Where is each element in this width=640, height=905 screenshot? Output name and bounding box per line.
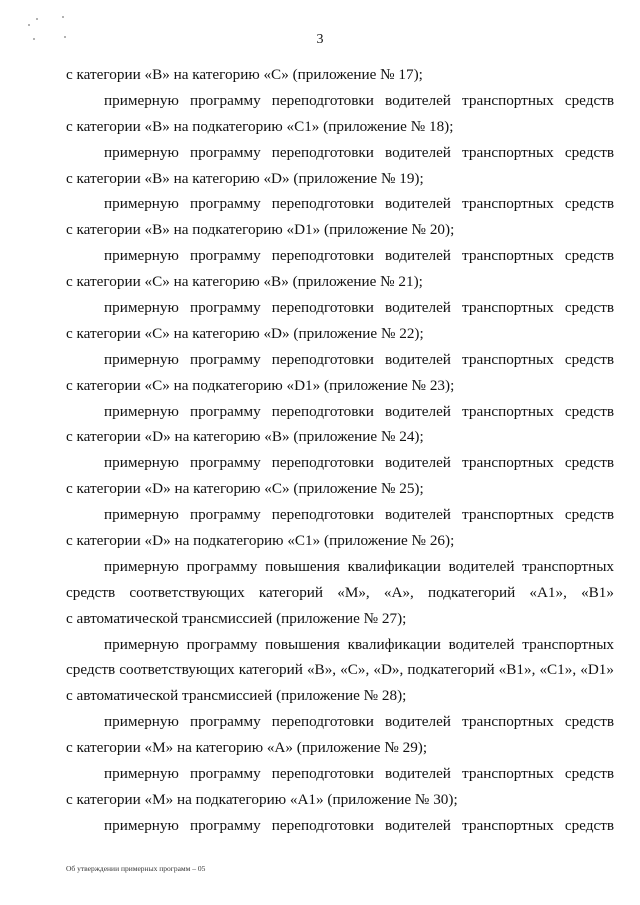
paragraph-first-line: примерную программу переподготовки водителей транспортных средств [104, 143, 614, 161]
text-line: с автоматической трансмиссией (приложение № 28); [66, 687, 407, 705]
paragraph-first-line: примерную программу переподготовки водителей транспортных средств [104, 713, 614, 731]
text-line: с категории «M» на категорию «A» (приложение № 29); [66, 739, 428, 757]
paragraph-first-line: примерную программу переподготовки водителей транспортных средств [104, 91, 614, 109]
page-number: 3 [316, 32, 324, 47]
text-line: с категории «C» на категорию «B» (приложение № 21); [66, 273, 423, 291]
paragraph-first-line: примерную программу переподготовки водителей транспортных средств [104, 350, 614, 368]
text-line: с категории «C» на подкатегорию «D1» (приложение № 23); [66, 376, 455, 394]
paragraph-first-line: примерную программу повышения квалификации водителей транспортных [104, 635, 614, 653]
text-line: с категории «B» на категорию «C» (приложение № 17); [66, 66, 423, 83]
text-line: с категории «B» на подкатегорию «C1» (приложение № 18); [66, 117, 454, 135]
scan-speck [36, 18, 38, 20]
paragraph-first-line: примерную программу переподготовки водителей транспортных средств [104, 765, 614, 783]
text-line: с категории «D» на категорию «C» (приложение № 25); [66, 480, 424, 498]
text-line: средств соответствующих категорий «M», «A», подкатегорий «A1», «B1» [66, 583, 614, 601]
text-line: с автоматической трансмиссией (приложение № 27); [66, 609, 407, 627]
text-line: с категории «C» на категорию «D» (приложение № 22); [66, 324, 424, 342]
text-line: с категории «B» на категорию «D» (приложение № 19); [66, 169, 424, 187]
document-body [66, 62, 614, 839]
paragraph-first-line: примерную программу переподготовки водителей транспортных средств [104, 454, 614, 472]
document-footer: Об утверждении примерных программ – 05 [66, 864, 206, 873]
text-line: с категории «M» на подкатегорию «A1» (приложение № 30); [66, 790, 458, 808]
paragraph-first-line: примерную программу переподготовки водителей транспортных средств [104, 299, 614, 317]
paragraph-first-line: примерную программу переподготовки водителей транспортных средств [104, 195, 614, 213]
paragraph-first-line: примерную программу переподготовки водителей транспортных средств [104, 816, 614, 834]
paragraph-first-line: примерную программу переподготовки водителей транспортных средств [104, 506, 614, 524]
paragraph-first-line: примерную программу переподготовки водителей транспортных средств [104, 402, 614, 420]
text-line: с категории «D» на категорию «B» (приложение № 24); [66, 428, 424, 446]
paragraph-first-line: примерную программу повышения квалификации водителей транспортных [104, 557, 614, 575]
text-line: с категории «D» на подкатегорию «C1» (приложение № 26); [66, 532, 455, 550]
scan-speck [62, 16, 64, 18]
text-line: с категории «B» на подкатегорию «D1» (приложение № 20); [66, 221, 455, 239]
scan-speck [28, 24, 30, 26]
text-line: средств соответствующих категорий «B», «C», «D», подкатегорий «B1», «C1», «D1» [66, 661, 614, 679]
paragraph-first-line: примерную программу переподготовки водителей транспортных средств [104, 247, 614, 265]
